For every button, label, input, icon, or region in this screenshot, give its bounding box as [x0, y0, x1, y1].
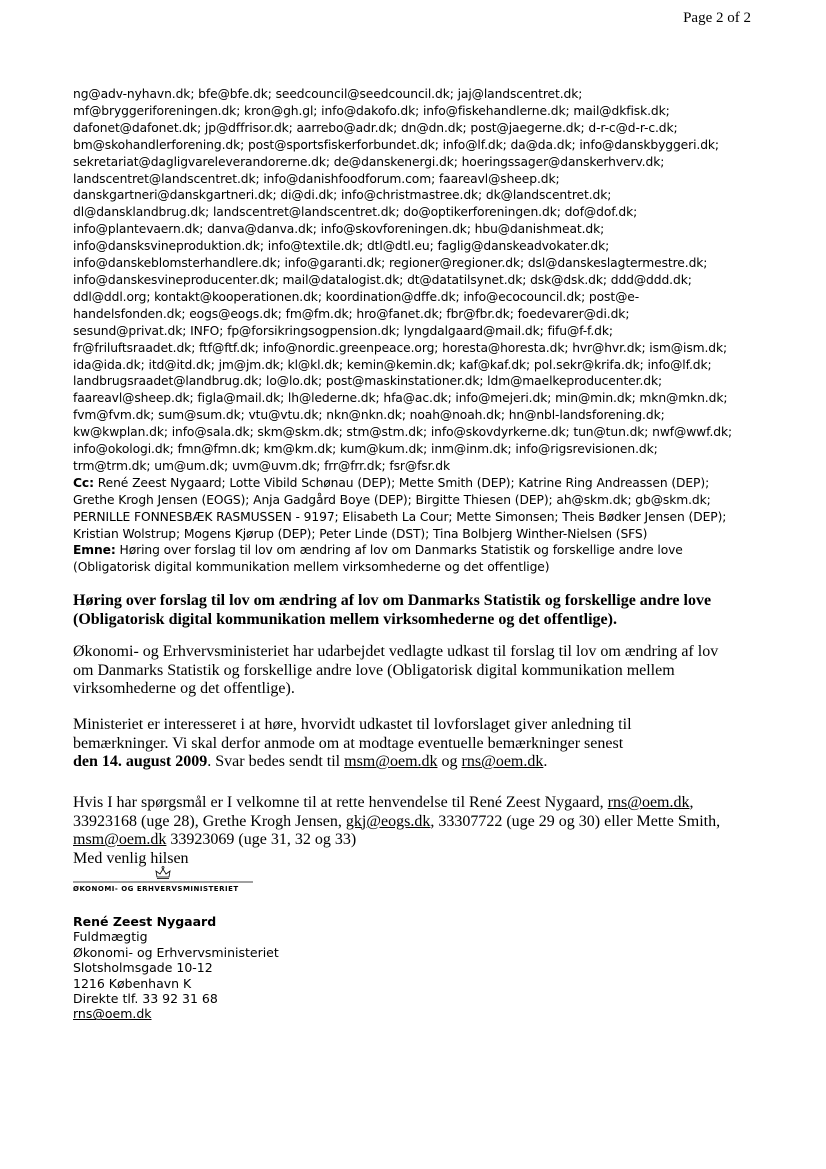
title-line: (Obligatorisk digital kommunikation mellem virksomhederne og det offentlige).	[73, 611, 617, 628]
signature-name: René Zeest Nygaard	[73, 914, 217, 929]
recipient-line: fr@friluftsraadet.dk; ftf@ftf.dk; info@nordic.greenpeace.org; horesta@horesta.dk; hvr@hvr.dk; ism@ism.dk;	[73, 340, 728, 355]
recipient-line: danskgartneri@danskgartneri.dk; di@di.dk; info@christmastree.dk; dk@landscentret.dk;	[73, 188, 612, 203]
paragraph-text: og	[437, 753, 462, 771]
recipient-line: mf@bryggeriforeningen.dk; kron@gh.gl; info@dakofo.dk; info@fiskehandlerne.dk; mail@dkfisk.dk;	[73, 103, 670, 118]
recipient-line: faareavl@sheep.dk; figla@mail.dk; lh@lederne.dk; hfa@ac.dk; info@mejeri.dk; min@min.dk; mkn@mkn.dk;	[73, 391, 728, 406]
paragraph-text: . Svar bedes sendt til	[207, 753, 345, 771]
paragraph-line	[73, 813, 773, 832]
email-link-rns[interactable]: rns@oem.dk	[607, 794, 690, 811]
signature-email-link[interactable]: rns@oem.dk	[73, 1006, 152, 1022]
paragraph-line	[73, 753, 773, 772]
title-line: Høring over forslag til lov om ændring af lov om Danmarks Statistik og forskellige andre love	[73, 592, 712, 609]
paragraph-line: om Danmarks Statistik og forskellige andre love (Obligatorisk digital kommunikation mellem	[73, 661, 675, 679]
recipient-line: handelsfonden.dk; eogs@eogs.dk; fm@fm.dk; hro@fanet.dk; fbr@fbr.dk; foedevarer@di.dk;	[73, 306, 630, 321]
cc-label: Cc:	[73, 475, 94, 490]
cc-line: PERNILLE FONNESBÆK RASMUSSEN - 9197; Elisabeth La Cour; Mette Simonsen; Theis Bødker Jensen (DEP);	[73, 509, 727, 524]
paragraph-text: , 33307722 (uge 29 og 30) eller Mette Smith,	[430, 812, 721, 830]
recipient-line: info@danskeblomsterhandlere.dk; info@garanti.dk; regioner@regioner.dk; dsl@danskeslagtermestre.dk;	[73, 256, 708, 271]
paragraph-text: ,	[689, 794, 694, 811]
recipient-line: info@dansksvineproduktion.dk; info@textile.dk; dtl@dtl.eu; faglig@danskeadvokater.dk;	[73, 239, 610, 254]
email-link-msm[interactable]: msm@oem.dk	[73, 831, 167, 849]
recipient-line: bm@skohandlerforening.dk; post@sportsfiskerforbundet.dk; info@lf.dk; da@da.dk; info@danskbyggeri.dk;	[73, 137, 719, 152]
recipient-line: sekretariat@dagligvareleverandorerne.dk; de@danskenergi.dk; hoeringssager@danskerhverv.dk;	[73, 154, 665, 169]
email-header	[73, 86, 773, 576]
paragraph-line	[73, 831, 773, 850]
signature-block	[73, 914, 279, 1022]
recipient-line: landscentret@landscentret.dk; info@danishfoodforum.com; faareavl@sheep.dk;	[73, 171, 560, 186]
signature-phone: Direkte tlf. 33 92 31 68	[73, 991, 218, 1007]
recipient-line: ng@adv-nyhavn.dk; bfe@bfe.dk; seedcouncil@seedcouncil.dk; jaj@landscentret.dk;	[73, 87, 583, 101]
paragraph-text: 33923069 (uge 31, 32 og 33)	[166, 831, 357, 849]
paragraph-line: virksomhederne og det offentlige).	[73, 680, 295, 698]
page-number: Page 2 of 2	[683, 10, 751, 26]
paragraph-line	[73, 794, 773, 813]
signature-city: 1216 København K	[73, 975, 192, 991]
recipient-list	[73, 86, 773, 475]
recipient-line: ida@ida.dk; itd@itd.dk; jm@jm.dk; kl@kl.dk; kemin@kemin.dk; kaf@kaf.dk; pol.sekr@krifa.dk; info@lf.dk;	[73, 357, 712, 372]
recipient-line: fvm@fvm.dk; sum@sum.dk; vtu@vtu.dk; nkn@nkn.dk; noah@noah.dk; hn@nbl-landsforening.dk;	[73, 408, 665, 423]
cc-line: Grethe Krogh Jensen (EOGS); Anja Gadgård Boye (DEP); Birgitte Thiesen (DEP); ah@skm.dk; gb@skm.dk;	[73, 492, 711, 507]
cc-line	[73, 475, 773, 492]
recipient-line: info@danskesvineproducenter.dk; mail@datalogist.dk; dt@datatilsynet.dk; dsk@dsk.dk; ddd@ddd.dk;	[73, 272, 692, 287]
recipient-line: info@okologi.dk; fmn@fmn.dk; km@km.dk; kum@kum.dk; inm@inm.dk; info@rigsrevisionen.dk;	[73, 442, 658, 457]
paragraph-line: Økonomi- og Erhvervsministeriet har udarbejdet vedlagte udkast til forslag til lov om ændring af lov	[73, 643, 719, 660]
document-title	[73, 591, 773, 629]
deadline-date: den 14. august 2009	[73, 753, 208, 771]
signature-street: Slotsholmsgade 10-12	[73, 960, 213, 976]
paragraph-line: Ministeriet er interesseret i at høre, hvorvidt udkastet til lovforslaget giver anledning til	[73, 716, 632, 733]
closing: Med venlig hilsen	[73, 849, 189, 867]
ministry-logo-text: ØKONOMI- OG ERHVERVSMINISTERIET	[73, 885, 239, 893]
recipient-line: ddl@ddl.org; kontakt@kooperationen.dk; koordination@dffe.dk; info@ecocouncil.dk; post@e-	[73, 289, 640, 304]
subject-line	[73, 542, 773, 559]
paragraph-text: 33923168 (uge 28), Grethe Krogh Jensen,	[73, 812, 346, 830]
recipient-line: kw@kwplan.dk; info@sala.dk; skm@skm.dk; stm@stm.dk; info@skovdyrkerne.dk; tun@tun.dk; nwf@wwf.dk;	[73, 425, 733, 440]
subject-label: Emne:	[73, 543, 116, 558]
recipient-line: trm@trm.dk; um@um.dk; uvm@uvm.dk; frr@frr.dk; fsr@fsr.dk	[73, 458, 450, 473]
signature-title: Fuldmægtig	[73, 929, 148, 945]
paragraph-line: bemærkninger. Vi skal derfor anmode om at modtage eventuelle bemærkninger senest	[73, 734, 624, 752]
recipient-line: landbrugsraadet@landbrug.dk; lo@lo.dk; post@maskinstationer.dk; ldm@maelkeproducenter.dk;	[73, 374, 663, 389]
recipient-line: sesund@privat.dk; INFO; fp@forsikringsogpension.dk; lyngdalgaard@mail.dk; fifu@f-f.dk;	[73, 323, 613, 338]
paragraph-intro	[73, 643, 773, 699]
signature-ministry: Økonomi- og Erhvervsministeriet	[73, 944, 279, 960]
subject	[73, 542, 773, 576]
email-link-gkj[interactable]: gkj@eogs.dk	[345, 812, 431, 830]
email-link-rns[interactable]: rns@oem.dk	[461, 753, 544, 771]
paragraph-contact	[73, 794, 773, 868]
subject-line: (Obligatorisk digital kommunikation mellem virksomhederne og det offentlige)	[73, 560, 550, 575]
subject-text: Høring over forslag til lov om ændring af lov om Danmarks Statistik og forskellige andre love	[115, 543, 683, 558]
paragraph-deadline	[73, 716, 773, 772]
recipient-line: dl@dansklandbrug.dk; landscentret@landscentret.dk; do@optikerforeningen.dk; dof@dof.dk;	[73, 205, 638, 220]
recipient-line: info@plantevaern.dk; danva@danva.dk; info@skovforeningen.dk; hbu@danishmeat.dk;	[73, 222, 605, 237]
recipient-line: dafonet@dafonet.dk; jp@dffrisor.dk; aarrebo@adr.dk; dn@dn.dk; post@jaegerne.dk; d-r-c@d-r-c.dk;	[73, 120, 678, 135]
email-link-msm[interactable]: msm@oem.dk	[344, 753, 438, 771]
paragraph-text: .	[543, 753, 548, 771]
cc-list	[73, 475, 773, 543]
paragraph-text: Hvis I har spørgsmål er I velkomne til at rette henvendelse til René Zeest Nygaard,	[73, 794, 608, 811]
cc-line: Kristian Wolstrup; Mogens Kjørup (DEP); Peter Linde (DST); Tina Bolbjerg Winther-Nielsen (SFS)	[73, 526, 648, 541]
cc-text: René Zeest Nygaard; Lotte Vibild Schønau (DEP); Mette Smith (DEP); Katrine Ring Andreassen (DEP);	[93, 475, 710, 490]
